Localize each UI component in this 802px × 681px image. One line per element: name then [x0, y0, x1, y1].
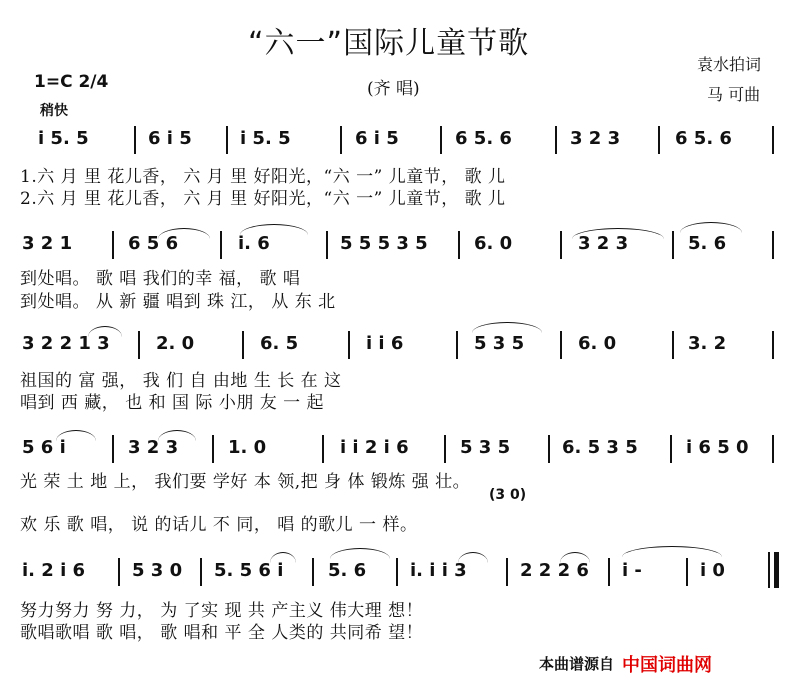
song-title: “六一”国际儿童节歌	[248, 26, 530, 61]
bar-line	[772, 126, 774, 154]
tempo-marking: 稍快	[40, 103, 68, 119]
notes-measure: i. 2 i 6	[22, 560, 86, 581]
notes-measure: i 0	[700, 560, 725, 581]
slur-arc	[622, 546, 722, 557]
notes-measure: 6 i 5	[148, 128, 192, 149]
source-label: 本曲谱源自	[538, 655, 614, 673]
bar-line	[118, 558, 120, 586]
notes-measure: 3 2 3	[128, 437, 179, 458]
bar-line	[220, 231, 222, 259]
composer-credit: 马 可曲	[707, 85, 761, 104]
notes-measure: i. i i 3	[410, 560, 467, 581]
notes-measure: 2. 0	[156, 333, 195, 354]
bar-line	[548, 435, 550, 463]
lyrics-verse-1: 光 荣 土 地 上， 我们要 学好 本 领,把 身 体 锻炼 强 壮。	[20, 472, 471, 492]
lyrics-verse-2: 2.六 月 里 花儿香， 六 月 里 好阳光，“六 一” 儿童节， 歌 儿	[20, 189, 506, 209]
notes-measure: 6. 5	[260, 333, 299, 354]
bar-line	[670, 435, 672, 463]
lyrics-verse-1: 到处唱。 歌 唱 我们的幸 福， 歌 唱	[20, 269, 301, 289]
notes-measure: i i 6	[366, 333, 404, 354]
slur-arc	[330, 548, 390, 559]
lyrics-verse-2: 唱到 西 藏， 也 和 国 际 小朋 友 一 起	[20, 393, 325, 413]
lyrics-verse-1: 努力努力 努 力， 为 了实 现 共 产主义 伟大理 想！	[20, 601, 424, 621]
bar-line	[686, 558, 688, 586]
bar-line	[440, 126, 442, 154]
notes-measure: 3. 2	[688, 333, 727, 354]
notes-measure: 5 3 0	[132, 560, 183, 581]
bar-line	[396, 558, 398, 586]
notes-measure: 5. 6	[688, 233, 727, 254]
bar-line	[242, 331, 244, 359]
notes-measure: 3 2 1	[22, 233, 73, 254]
lyrics-verse-2: 欢 乐 歌 唱， 说 的话儿 不 同， 唱 的歌儿 一 样。	[20, 515, 418, 535]
notes-measure: 5 6 i	[22, 437, 66, 458]
notes-measure: 1. 0	[228, 437, 267, 458]
bar-line	[312, 558, 314, 586]
bar-line	[772, 231, 774, 259]
alternate-notes: (3 0)	[489, 487, 527, 503]
performance-style: (齐 唱)	[367, 79, 420, 99]
bar-line	[444, 435, 446, 463]
bar-line	[340, 126, 342, 154]
notes-measure: 3 2 3	[578, 233, 629, 254]
notes-measure: i 5. 5	[38, 128, 89, 149]
bar-line	[212, 435, 214, 463]
bar-line	[774, 552, 779, 588]
key-signature: 1=C 2/4	[34, 72, 109, 92]
bar-line	[326, 231, 328, 259]
notes-measure: 6. 0	[578, 333, 617, 354]
notes-measure: 5 5 5 3 5	[340, 233, 428, 254]
bar-line	[348, 331, 350, 359]
notes-measure: i. 6	[238, 233, 270, 254]
bar-line	[772, 331, 774, 359]
notes-measure: 5. 5 6 i	[214, 560, 284, 581]
site-link[interactable]: 中国词曲网	[622, 655, 712, 676]
bar-line	[506, 558, 508, 586]
bar-line	[672, 331, 674, 359]
bar-line	[134, 126, 136, 154]
notes-measure: i 5. 5	[240, 128, 291, 149]
notes-measure: 6 5. 6	[455, 128, 512, 149]
bar-line	[768, 552, 770, 588]
notes-measure: 5. 6	[328, 560, 367, 581]
bar-line	[458, 231, 460, 259]
slur-arc	[472, 322, 542, 333]
notes-measure: 6 5 6	[128, 233, 179, 254]
slur-arc	[680, 222, 742, 233]
bar-line	[560, 231, 562, 259]
notes-measure: 5 3 5	[460, 437, 511, 458]
bar-line	[112, 231, 114, 259]
notes-measure: 5 3 5	[474, 333, 525, 354]
bar-line	[560, 331, 562, 359]
notes-measure: 6. 5 3 5	[562, 437, 638, 458]
notes-measure: 3 2 2 1 3	[22, 333, 110, 354]
lyrics-verse-2: 到处唱。 从 新 疆 唱到 珠 江， 从 东 北	[20, 292, 336, 312]
bar-line	[672, 231, 674, 259]
lyrics-verse-1: 1.六 月 里 花儿香， 六 月 里 好阳光，“六 一” 儿童节， 歌 儿	[20, 167, 506, 187]
notes-measure: 6 5. 6	[675, 128, 732, 149]
notes-measure: i i 2 i 6	[340, 437, 409, 458]
lyrics-verse-1: 祖国的 富 强， 我 们 自 由地 生 长 在 这	[20, 371, 342, 391]
bar-line	[772, 435, 774, 463]
notes-measure: 3 2 3	[570, 128, 621, 149]
bar-line	[112, 435, 114, 463]
bar-line	[138, 331, 140, 359]
lyrics-verse-2: 歌唱歌唱 歌 唱， 歌 唱和 平 全 人类的 共同希 望！	[20, 623, 424, 643]
notes-measure: i -	[622, 560, 642, 581]
bar-line	[456, 331, 458, 359]
bar-line	[226, 126, 228, 154]
bar-line	[555, 126, 557, 154]
notes-measure: 6 i 5	[355, 128, 399, 149]
bar-line	[322, 435, 324, 463]
bar-line	[200, 558, 202, 586]
notes-measure: i 6 5 0	[686, 437, 749, 458]
lyricist-credit: 袁水拍词	[697, 55, 762, 74]
bar-line	[658, 126, 660, 154]
notes-measure: 2 2 2 6	[520, 560, 589, 581]
bar-line	[608, 558, 610, 586]
notes-measure: 6. 0	[474, 233, 513, 254]
